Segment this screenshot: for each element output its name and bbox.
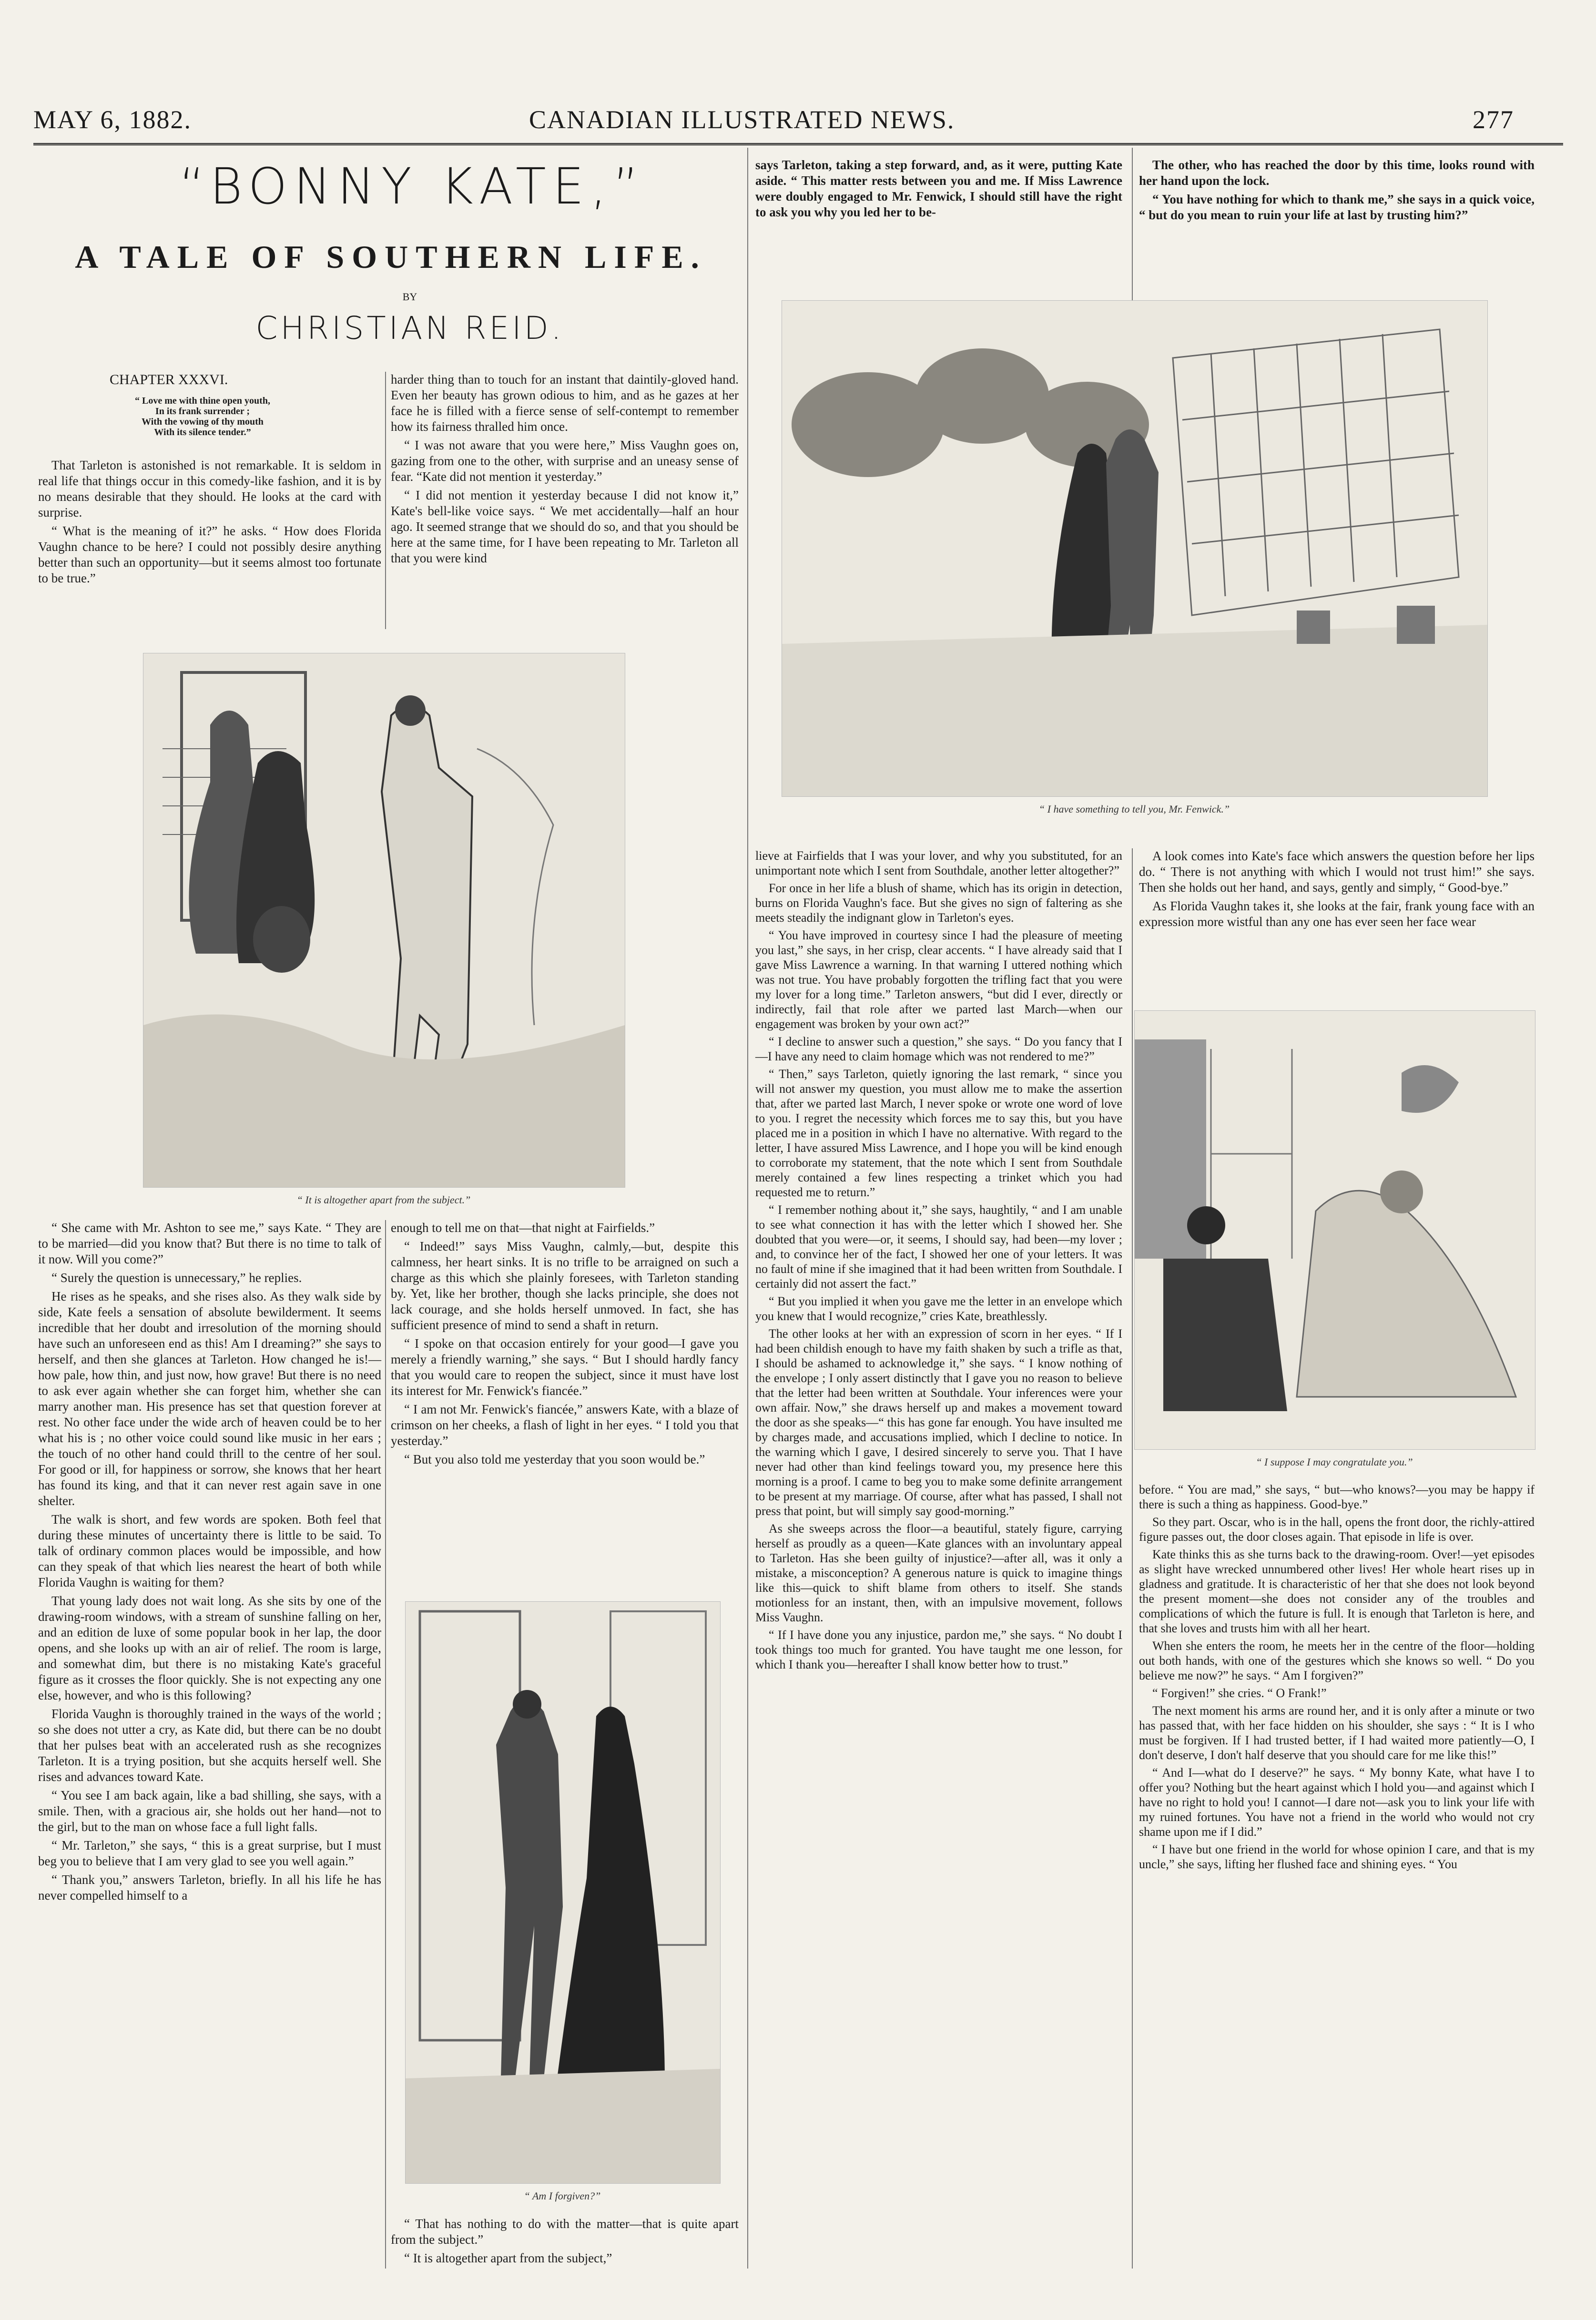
paragraph: That young lady does not wait long. As she sits by one of the drawing-room windows, with a stream of sunshine falling on her, and an edition de luxe of some popular book in her lap, the door opens, and she looks up with an air of relief. The room is large, and somewhat dim, but there is no mistaking Kate's graceful figure as it crosses the floor quickly. She is not expecting any one else, however, and who is this following? — [38, 1594, 381, 1702]
paragraph: “ If I have done you any injustice, pardon me,” she says. “ No doubt I took things too much for granted. You have taught me one lesson, for which I thank you—hereafter I shall know better how to trust.” — [755, 1628, 1122, 1671]
column-2-footer — [391, 2216, 739, 2269]
paragraph: “ You have improved in courtesy since I had the pleasure of meeting you last,” she says, in her crisp, clear accents. “ I have already said that I gave Miss Lawrence a warning. In that warning I uttered nothing which was not true. You have probably forgotten the trifling fact that you were my lover for a long time.” Tarleton answers, “but did I ever, directly or indirectly, fail that role after we parted last March—when our engagement was broken by your own act?” — [755, 928, 1122, 1031]
paragraph: When she enters the room, he meets her in the centre of the floor—holding out both hands, with one of the gestures which she knows so well. “ Do you believe me now?” he says. “ Am I forgiven?” — [1139, 1639, 1535, 1682]
paragraph: “ It is altogether apart from the subject,” — [404, 2251, 612, 2265]
paragraph: He rises as he speaks, and she rises also. As they walk side by side, Kate feels a sensation of absolute bewilderment. It seems incredible that her doubt and irresolution of the morning should have such an unforeseen end as this! Am I dreaming?” she says to herself, and then she glances at Tarleton. How changed he is!—how pale, how thin, and just now, how grave! But there is no need to ask ever again whether she can forget him, whether she can marry another man. His presence has set that question forever at rest. No other face under the wide arch of heaven could be to her what his is ; no other voice could sound like music in her ears ; the touch of no other hand could thrill to the centre of her soul. For good or ill, for happiness or sorrow, she knows that her heart has found its king, and that it can never rest again save in one shelter. — [38, 1289, 381, 1508]
paragraph: A look comes into Kate's face which answers the question before her lips do. “ There is not anything with which I would not trust him!” she says. Then she holds out her hand, and says, gently and simply, “ Good-bye.” — [1139, 849, 1535, 895]
column-divider — [747, 148, 748, 2269]
column-2-bottom — [391, 1220, 739, 1470]
epigraph — [48, 396, 357, 438]
paragraph: The next moment his arms are round her, and it is only after a minute or two has passed that, with her face hidden on his shoulder, she says : “ It is I who must be forgiven. If I had trusted better, if I had waited more patiently—O, I don't deserve, I don't half deserve that you should care for me like this!” — [1139, 1704, 1535, 1762]
story-by: BY — [402, 291, 417, 303]
paragraph: “ Mr. Tarleton,” she says, “ this is a great surprise, but I must beg you to believe that I am very glad to see you well again.” — [38, 1838, 381, 1868]
illustration-garden-scene — [782, 300, 1488, 797]
column-1-bottom — [38, 1220, 381, 1906]
paragraph: The other, who has reached the door by this time, looks round with her hand upon the lock. — [1139, 158, 1535, 188]
illustration-caption: “ I have something to tell you, Mr. Fenwick.” — [1038, 803, 1230, 815]
paragraph: “ You see I am back again, like a bad shilling, she says, with a smile. Then, with a gracious air, she holds out her hand—not to the girl, but to the man on whose face a full light falls. — [38, 1788, 381, 1834]
illustration-congratulate-art — [1135, 1011, 1535, 1449]
illustration-congratulate-scene — [1134, 1010, 1535, 1450]
illustration-caption: “ It is altogether apart from the subject.” — [296, 1194, 471, 1206]
illustration-garden-art — [782, 301, 1487, 796]
column-1-top — [38, 458, 381, 589]
column-3-bottom — [755, 848, 1122, 1675]
column-divider — [385, 372, 386, 629]
paragraph: “ I spoke on that occasion entirely for your good—I gave you merely a friendly warning,” she says. “ But I should hardly fancy that you would care to reopen the subject, since it must have lost its interest for Mr. Fenwick's fiancée.” — [391, 1336, 739, 1398]
paragraph: Kate thinks this as she turns back to the drawing-room. Over!—yet episodes as slight have wrecked unnumbered other lives! Her whole heart rises up in gladness and gratitude. It is characteristic of her that she does not look beyond the present moment—she does not consider any of the troubles and complications of which the future is full. It is enough that Tarleton is here, and that she loves and trusts him with all her heart. — [1139, 1547, 1535, 1635]
paragraph: “ Indeed!” says Miss Vaughn, calmly,—but, despite this calmness, her heart sinks. It is no trifle to be arraigned on such a charge as this which she plainly foresees, with Tarleton standing by. Yet, like her brother, though she lacks principle, she does not lack courage, and she holds herself unmoved. In fact, she has sufficient presence of mind to send a shaft in return. — [391, 1239, 739, 1332]
paragraph: enough to tell me on that—that night at Fairfields.” — [391, 1221, 655, 1235]
column-divider — [1132, 848, 1133, 2269]
paragraph: “ But you also told me yesterday that you soon would be.” — [404, 1452, 705, 1466]
column-2-top — [391, 372, 739, 569]
page-date: MAY 6, 1882. — [33, 105, 192, 134]
paragraph: “ But you implied it when you gave me the letter in an envelope which you knew that I would recognize,” cries Kate, breathlessly. — [755, 1294, 1122, 1323]
paragraph: “ I remember nothing about it,” she says, haughtily, “ and I am unable to see what connection it has with the letter which I showed her. She doubted that you were—or, it seems, I should say, had been—my lover ; and, to convince her of the fact, I showed her one of your letters. It was no fault of mine if she imagined that it had been written from Southdale. I certainly did not assert the fact.” — [755, 1203, 1122, 1291]
paragraph: “ I did not mention it yesterday because I did not know it,” Kate's bell-like voice says. “ We met accidentally—half an hour ago. It seemed strange that we should do so, and that you should be here at the same time, for I have been repeating to Mr. Tarleton all that you were kind — [391, 488, 739, 565]
story-subtitle: A TALE OF SOUTHERN LIFE. — [75, 239, 707, 275]
paragraph: “ You have nothing for which to thank me,” she says in a quick voice, “ but do you mean to ruin your life at last by trusting him?” — [1139, 192, 1535, 222]
paragraph: “ She came with Mr. Ashton to see me,” says Kate. “ They are to be married—did you know that? But there is no time to talk of it now. Will you come?” — [38, 1221, 381, 1266]
column-divider — [385, 1220, 386, 2269]
paragraph: “ Thank you,” answers Tarleton, briefly. In all his life he has never compelled himself to a — [38, 1872, 381, 1903]
chapter-heading: CHAPTER XXXVI. — [110, 372, 228, 387]
column-divider — [1132, 148, 1133, 300]
epigraph-line: “ Love me with thine open youth, — [135, 396, 270, 406]
paragraph: harder thing than to touch for an instant that daintily-gloved hand. Even her beauty has grown odious to him, and as he gazes at her face he is filled with a fierce sense of self-contempt to remember how its fairness thralled him once. — [391, 372, 739, 434]
paragraph: “ What is the meaning of it?” he asks. “ How does Florida Vaughn chance to be here? I could not possibly desire anything better than such an opportunity—but it seems almost too fortunate to be true.” — [38, 524, 381, 585]
paragraph: before. “ You are mad,” she says, “ but—who knows?—you may be happy if there is such a thing as happiness. Good-bye.” — [1139, 1483, 1535, 1511]
column-4-bottom — [1139, 1482, 1535, 1874]
paragraph: As she sweeps across the floor—a beautiful, stately figure, carrying herself as proudly as a queen—Kate glances with an involuntary appeal to Tarleton. Has she been guilty of injustice?—after all, was it only a mistake, a misconception? A generous nature is quick to imagine things like this—quick to shift blame from others to itself. She stands motionless for an instant, then, with an impulsive movement, follows Miss Vaughn. — [755, 1522, 1122, 1624]
paragraph: That Tarleton is astonished is not remarkable. It is seldom in real life that things occur in this comedy-like fashion, and it is by no means desirable that they should. He looks at the card with surprise. — [38, 458, 381, 519]
paragraph: “ I was not aware that you were here,” Miss Vaughn goes on, gazing from one to the other, with surprise and an uneasy sense of fear. “Kate did not mention it yesterday.” — [391, 438, 739, 484]
illustration-caption: “ I suppose I may congratulate you.” — [1256, 1456, 1413, 1468]
illustration-parlour-scene — [143, 653, 625, 1188]
paragraph: says Tarleton, taking a step forward, and, as it were, putting Kate aside. “ This matter rests between you and me. If Miss Lawrence were doubly engaged to Mr. Fenwick, I should still have the right to ask you why you led her to be- — [755, 158, 1122, 219]
page-number: 277 — [1473, 105, 1514, 134]
paragraph: Florida Vaughn is thoroughly trained in the ways of the world ; so she does not utter a cry, as Kate did, but there can be no doubt that her pulses beat with an accelerated rush as she recognizes Tarleton. It is a trying position, but she acquits herself well. She rises and advances toward Kate. — [38, 1707, 381, 1784]
paragraph: lieve at Fairfields that I was your lover, and why you substituted, for an unimportant note which I sent from Southdale, another letter altogether?” — [755, 849, 1122, 877]
illustration-caption: “ Am I forgiven?” — [524, 2190, 601, 2202]
column-4-mid — [1139, 848, 1535, 933]
paragraph: “ And I—what do I deserve?” he says. “ My bonny Kate, what have I to offer you? Nothing but the heart against which I hold you—and against which I have no right to hold you! I cannot—I dare not—ask you to link your life with my ruined fortunes. You have not a friend in the world who would not cry shame upon me if I did.” — [1139, 1766, 1535, 1839]
epigraph-line: In its frank surrender ; — [155, 406, 250, 417]
column-3-top — [755, 157, 1122, 223]
paragraph: The walk is short, and few words are spoken. Both feel that during these minutes of uncertainty there is little to be said. To talk of ordinary common places would be impossible, and how can they speak of that which lies nearest the heart of both while Florida Vaughn is waiting for them? — [38, 1512, 381, 1589]
paragraph: “ Surely the question is unnecessary,” he replies. — [51, 1271, 302, 1285]
illustration-parlour-art — [143, 653, 625, 1187]
paragraph: “ I have but one friend in the world for whose opinion I care, and that is my uncle,” she says, lifting her flushed face and shining eyes. “ You — [1139, 1842, 1535, 1871]
story-author: CHRISTIAN REID. — [255, 310, 564, 346]
paragraph: “ Forgiven!” she cries. “ O Frank!” — [1152, 1686, 1327, 1700]
epigraph-line: With the vowing of thy mouth — [142, 417, 264, 427]
column-4-top — [1139, 157, 1535, 226]
illustration-forgiven-art — [406, 1602, 720, 2183]
paragraph: For once in her life a blush of shame, which has its origin in detection, burns on Florida Vaughn's face. But she gives no sign of faltering as she meets steadily the indignant glow in Tarleton's eyes. — [755, 881, 1122, 925]
illustration-forgiven-scene — [405, 1601, 721, 2184]
epigraph-line: With its silence tender.” — [154, 427, 251, 438]
paragraph: “ I am not Mr. Fenwick's fiancée,” answers Kate, with a blaze of crimson on her cheeks, a flash of light in her eyes. “ I told you that yesterday.” — [391, 1402, 739, 1448]
paragraph: As Florida Vaughn takes it, she looks at the fair, frank young face with an expression more wistful than any one has ever seen her face wear — [1139, 899, 1535, 929]
paragraph: The other looks at her with an expression of scorn in her eyes. “ If I had been childish enough to have my faith shaken by such a trifle as that, I should be ashamed to acknowledge it,” she says. “ I know nothing of the envelope ; I only assert distinctly that I gave you no reason to believe that the letter had been written at Southdale. Your inferences were your own affair. Now,” she draws herself up and makes a movement toward the door as she speaks—“ this has gone far enough. You have insulted me by charges made, and accusations implied, which I decline to notice. In the warning which I gave, I desired sincerely to serve you. That I have never had other than kind feelings toward you, my presence here this morning is a proof. I came to beg you to make some definite arrangement to be present at my marriage. Of course, after what has passed, I shall not press that point, but will simply say good-morning.” — [755, 1327, 1122, 1518]
paragraph: “ That has nothing to do with the matter—that is quite apart from the subject.” — [391, 2217, 739, 2247]
paragraph: “ Then,” says Tarleton, quietly ignoring the last remark, “ since you will not answer my question, you must allow me to make the assertion that, after we parted last March, I never spoke or wrote one word of love to you. I regret the necessity which forces me to say this, but you have placed me in a position in which I have no alternative. With regard to the letter, I have assured Miss Lawrence, and I hope you will be kind enough to corroborate my statement, that the note which I sent from Southdale merely contained a few lines respecting a trinket which you had requested me to return.” — [755, 1067, 1122, 1199]
header-rule — [33, 143, 1563, 145]
paragraph: So they part. Oscar, who is in the hall, opens the front door, the richly-attired figure passes out, the door closes again. That episode in life is over. — [1139, 1515, 1535, 1544]
story-title: “BONNY KATE,” — [179, 157, 646, 215]
paragraph: “ I decline to answer such a question,” she says. “ Do you fancy that I—I have any need to claim homage which was not rendered to me?” — [755, 1035, 1122, 1063]
paper-title: CANADIAN ILLUSTRATED NEWS. — [529, 105, 955, 134]
